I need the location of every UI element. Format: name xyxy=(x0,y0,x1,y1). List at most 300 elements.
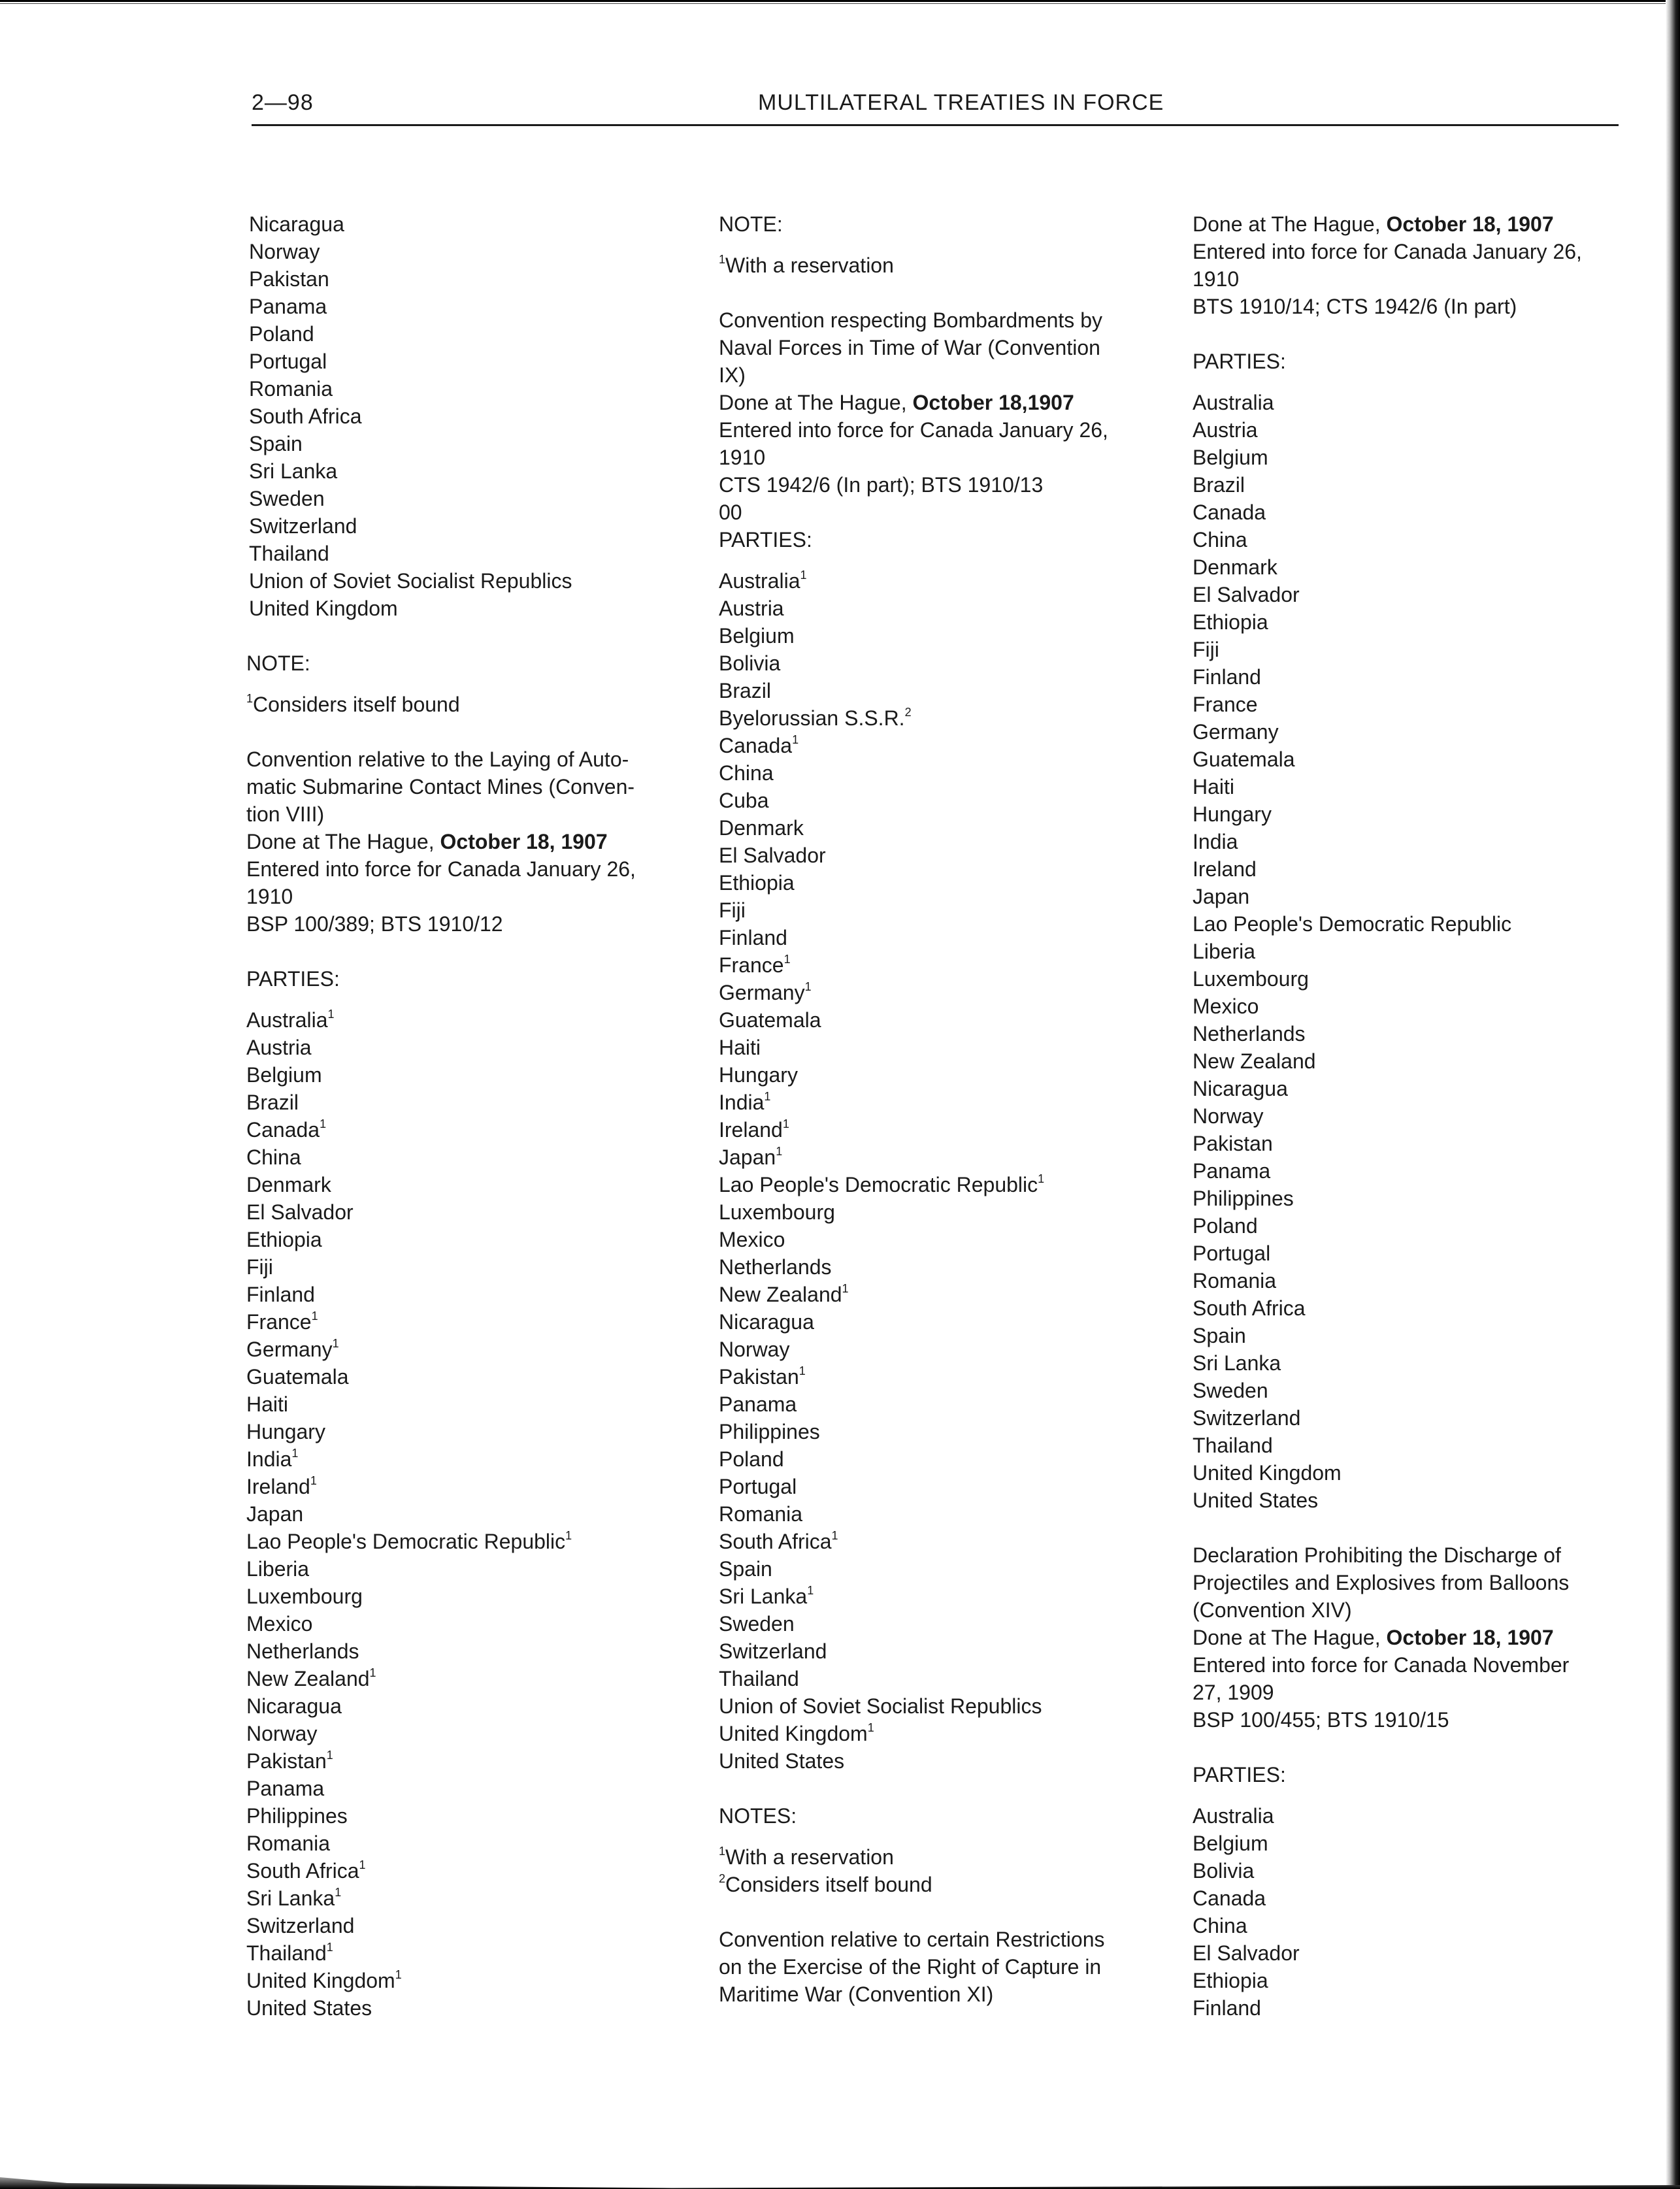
entry-text: Fiji xyxy=(719,898,746,922)
decl-entered-into-force-date: 27, 1909 xyxy=(1193,1681,1274,1704)
parties-heading: PARTIES: xyxy=(246,967,340,991)
treaty-references: CTS 1942/6 (In part); BTS 1910/13 xyxy=(719,473,1044,497)
entry-text: Philippines xyxy=(719,1420,820,1443)
list-item: Norway xyxy=(1193,1104,1264,1128)
list-item: Guatemala xyxy=(1193,748,1295,771)
decl-treaty-references: BSP 100/455; BTS 1910/15 xyxy=(1193,1708,1449,1732)
list-item xyxy=(246,1226,697,1253)
entry-text: Australia xyxy=(719,569,800,593)
list-item: Naval Forces in Time of War (Convention xyxy=(719,336,1100,359)
footnote-mark: 1 xyxy=(799,1364,806,1377)
entry-text: Australia xyxy=(246,1008,328,1032)
list-item: Romania xyxy=(249,377,333,401)
list-item: Finland xyxy=(1193,665,1261,689)
entry-text: Netherlands xyxy=(246,1639,359,1663)
notes-heading: NOTES: xyxy=(719,1804,797,1828)
list-item: Bolivia xyxy=(1193,1859,1255,1883)
entry-text: Sri Lanka xyxy=(719,1585,808,1608)
list-item: Haiti xyxy=(1193,775,1235,798)
list-item: Portugal xyxy=(249,350,327,373)
entered-into-force: Entered into force for Canada January 26, xyxy=(246,857,636,881)
list-item: on the Exercise of the Right of Capture in xyxy=(719,1955,1102,1979)
entry-text: South Africa xyxy=(719,1530,832,1553)
scan-edge-right xyxy=(1666,0,1680,2189)
country-list-top xyxy=(246,210,697,622)
scan-edge-bottom xyxy=(0,2169,1680,2189)
list-item: Nicaragua xyxy=(1193,1077,1288,1100)
list-item xyxy=(246,1006,697,1034)
list-item xyxy=(719,622,1170,650)
footnote-mark: 1 xyxy=(764,1090,771,1103)
notes-list xyxy=(719,1843,1170,1898)
list-item: Maritime War (Convention XI) xyxy=(719,1983,994,2006)
entry-text: India xyxy=(719,1091,765,1114)
list-item xyxy=(719,1583,1170,1610)
list-item xyxy=(719,1610,1170,1638)
convention-title xyxy=(719,306,1170,389)
list-item xyxy=(719,1089,1170,1116)
footnote-mark: 1 xyxy=(395,1968,402,1981)
list-item: New Zealand xyxy=(1193,1049,1316,1073)
entry-text: France xyxy=(246,1310,312,1334)
list-item: Netherlands xyxy=(1193,1022,1306,1045)
list-item xyxy=(719,1198,1170,1226)
entry-text: Luxembourg xyxy=(246,1585,363,1608)
list-item xyxy=(246,1253,697,1281)
footnote-mark: 1 xyxy=(291,1447,299,1460)
footnote-mark: 1 xyxy=(831,1529,838,1542)
entry-text: New Zealand xyxy=(719,1283,842,1306)
list-item: Projectiles and Explosives from Balloons xyxy=(1193,1571,1570,1594)
entry-text: Germany xyxy=(719,981,805,1004)
page-number: 2—98 xyxy=(252,90,314,115)
list-item: (Convention XIV) xyxy=(1193,1598,1352,1622)
list-item xyxy=(246,1720,697,1747)
column-2 xyxy=(719,210,1170,2008)
list-item: matic Submarine Contact Mines (Conven- xyxy=(246,775,635,798)
list-item: United Kingdom xyxy=(1193,1461,1342,1485)
footnote-mark: 1 xyxy=(335,1886,342,1899)
list-item xyxy=(719,787,1170,814)
list-item xyxy=(246,1583,697,1610)
list-item xyxy=(719,704,1170,732)
entry-text: Panama xyxy=(719,1392,797,1416)
parties-list xyxy=(246,1006,697,2022)
list-item: Belgium xyxy=(1193,446,1268,469)
list-item xyxy=(719,1473,1170,1500)
list-item xyxy=(246,1198,697,1226)
parties-list xyxy=(1193,389,1643,1514)
list-item xyxy=(719,1363,1170,1391)
list-item: Switzerland xyxy=(249,514,357,538)
treaty-references-cont: 00 xyxy=(719,501,742,524)
entry-text: United States xyxy=(719,1749,845,1773)
list-item: IX) xyxy=(719,363,746,387)
entry-text: Mexico xyxy=(719,1228,785,1251)
list-item xyxy=(719,1226,1170,1253)
list-item xyxy=(719,1665,1170,1692)
entry-text: United Kingdom xyxy=(719,1722,868,1745)
entry-text: Denmark xyxy=(246,1173,331,1196)
declaration-title xyxy=(1193,1541,1643,1624)
list-item: Luxembourg xyxy=(1193,967,1309,991)
entry-text: Nicaragua xyxy=(246,1694,342,1718)
footnote-mark: 1 xyxy=(311,1309,318,1323)
list-item: Fiji xyxy=(1193,638,1219,661)
entry-text: Luxembourg xyxy=(719,1200,835,1224)
list-item xyxy=(246,1089,697,1116)
list-item: South Africa xyxy=(249,404,362,428)
note: $^1$Considers itself bound xyxy=(246,692,460,716)
entry-text: Mexico xyxy=(246,1612,313,1636)
footnote-mark: 2 xyxy=(719,1872,726,1885)
list-item xyxy=(719,567,1170,595)
list-item: Finland xyxy=(1193,1996,1261,2020)
list-item xyxy=(246,1500,697,1528)
entry-text: Poland xyxy=(719,1447,784,1471)
list-item: Norway xyxy=(249,240,320,263)
list-item: Portugal xyxy=(1193,1242,1271,1265)
list-item xyxy=(246,1336,697,1363)
parties-heading: PARTIES: xyxy=(1193,350,1286,373)
list-item: Declaration Prohibiting the Discharge of xyxy=(1193,1543,1561,1567)
list-item xyxy=(246,1692,697,1720)
footnote-mark: 1 xyxy=(320,1117,327,1130)
entered-into-force: Entered into force for Canada January 26, xyxy=(1193,240,1582,263)
list-item: Pakistan xyxy=(1193,1132,1273,1155)
entered-into-force-year: 1910 xyxy=(1193,267,1240,291)
list-item xyxy=(246,1665,697,1692)
footnote-mark: 1 xyxy=(783,953,791,966)
list-item: Romania xyxy=(1193,1269,1277,1292)
footnote-mark: 1 xyxy=(807,1584,814,1597)
running-title: MULTILATERAL TREATIES IN FORCE xyxy=(758,90,1164,115)
list-item: tion VIII) xyxy=(246,802,325,826)
parties-heading: PARTIES: xyxy=(719,528,812,551)
list-item: Spain xyxy=(249,432,303,455)
entry-text: South Africa xyxy=(246,1859,359,1883)
list-item: China xyxy=(1193,1914,1247,1937)
list-item xyxy=(246,1363,697,1391)
list-item xyxy=(719,842,1170,869)
entry-text: Liberia xyxy=(246,1557,310,1581)
list-item xyxy=(719,951,1170,979)
list-item: Canada xyxy=(1193,501,1266,524)
list-item: Mexico xyxy=(1193,995,1259,1018)
entry-text: Byelorussian S.S.R. xyxy=(719,706,905,730)
list-item: El Salvador xyxy=(1193,583,1300,606)
list-item xyxy=(246,1967,697,1994)
entry-text: Hungary xyxy=(246,1420,325,1443)
entry-text: Guatemala xyxy=(246,1365,349,1389)
list-item xyxy=(246,1308,697,1336)
entry-text: United Kingdom xyxy=(246,1969,395,1992)
list-item: Liberia xyxy=(1193,940,1256,963)
entry-text: Denmark xyxy=(719,816,804,840)
list-item: Convention respecting Bombardments by xyxy=(719,308,1102,332)
list-item: China xyxy=(1193,528,1247,551)
entered-into-force-year: 1910 xyxy=(246,885,293,908)
list-item xyxy=(719,1638,1170,1665)
list-item xyxy=(719,677,1170,704)
list-item xyxy=(719,1747,1170,1775)
list-item: France xyxy=(1193,693,1258,716)
entry-text: Nicaragua xyxy=(719,1310,814,1334)
entry-text: Bolivia xyxy=(719,651,781,675)
entry-text: Ethiopia xyxy=(246,1228,322,1251)
footnote-mark: 1 xyxy=(310,1474,317,1487)
list-item xyxy=(719,1281,1170,1308)
entry-text: Finland xyxy=(719,926,787,949)
list-item xyxy=(719,1843,1170,1871)
list-item xyxy=(246,1610,697,1638)
list-item xyxy=(246,1116,697,1144)
list-item: United States xyxy=(1193,1489,1319,1512)
list-item xyxy=(719,1116,1170,1144)
footnote-mark: 1 xyxy=(867,1721,874,1734)
list-item: Germany xyxy=(1193,720,1279,744)
list-item: Philippines xyxy=(1193,1187,1294,1210)
entry-text: China xyxy=(246,1145,301,1169)
done-at: Done at The Hague, October 18, 1907 xyxy=(1193,212,1554,236)
entry-text: Netherlands xyxy=(719,1255,832,1279)
note-heading: NOTE: xyxy=(246,651,310,675)
entry-text: Switzerland xyxy=(246,1914,355,1937)
list-item xyxy=(246,1857,697,1885)
list-item xyxy=(719,1034,1170,1061)
footnote-mark: 1 xyxy=(326,1749,333,1762)
entry-text: New Zealand xyxy=(246,1667,370,1690)
list-item: Spain xyxy=(1193,1324,1246,1347)
footnote-mark: 2 xyxy=(904,706,912,719)
entry-text: Portugal xyxy=(719,1475,797,1498)
list-item xyxy=(719,1692,1170,1720)
list-item xyxy=(719,1528,1170,1555)
footnote-mark: 1 xyxy=(327,1008,335,1021)
entry-text: Austria xyxy=(719,597,784,620)
entry-text: Norway xyxy=(246,1722,318,1745)
entry-text: Cuba xyxy=(719,789,769,812)
list-item xyxy=(246,1171,697,1198)
list-item: Union of Soviet Socialist Republics xyxy=(249,569,572,593)
footnote-mark: 1 xyxy=(359,1858,366,1871)
entry-text: Considers itself bound xyxy=(725,1873,932,1896)
entry-text: Finland xyxy=(246,1283,315,1306)
list-item: Nicaragua xyxy=(249,212,344,236)
entry-text: El Salvador xyxy=(719,844,826,867)
list-item: Lao People's Democratic Republic xyxy=(1193,912,1512,936)
entry-text: Germany xyxy=(246,1338,333,1361)
entry-text: Union of Soviet Socialist Republics xyxy=(719,1694,1042,1718)
footnote-mark: 1 xyxy=(782,1117,789,1130)
entry-text: Fiji xyxy=(246,1255,273,1279)
list-item xyxy=(719,814,1170,842)
treaty-references: BSP 100/389; BTS 1910/12 xyxy=(246,912,503,936)
entry-text: Belgium xyxy=(719,624,795,648)
entry-text: With a reservation xyxy=(725,1845,894,1869)
list-item xyxy=(246,1528,697,1555)
list-item: Thailand xyxy=(1193,1434,1273,1457)
list-item xyxy=(719,1253,1170,1281)
entry-text: Pakistan xyxy=(246,1749,327,1773)
entry-text: Ireland xyxy=(246,1475,310,1498)
entry-text: Lao People's Democratic Republic xyxy=(246,1530,566,1553)
list-item: Sri Lanka xyxy=(249,459,338,483)
entry-text: Austria xyxy=(246,1036,312,1059)
list-item: Hungary xyxy=(1193,802,1272,826)
list-item xyxy=(719,1445,1170,1473)
list-item: India xyxy=(1193,830,1238,853)
list-item: Ireland xyxy=(1193,857,1257,881)
entry-text: Switzerland xyxy=(719,1639,827,1663)
list-item xyxy=(246,1994,697,2022)
parties-list xyxy=(719,567,1170,1775)
entry-text: United States xyxy=(246,1996,372,2020)
done-at: Done at The Hague, October 18,1907 xyxy=(719,391,1074,414)
done-at: Done at The Hague, October 18, 1907 xyxy=(246,830,608,853)
list-item xyxy=(719,1500,1170,1528)
list-item xyxy=(246,1912,697,1939)
list-item: Canada xyxy=(1193,1886,1266,1910)
list-item xyxy=(246,1747,697,1775)
note-heading: NOTE: xyxy=(719,212,783,236)
footnote-mark: 1 xyxy=(800,568,807,582)
entry-text: Sweden xyxy=(719,1612,795,1636)
entry-text: Belgium xyxy=(246,1063,322,1087)
list-item xyxy=(719,1061,1170,1089)
footnote-mark: 1 xyxy=(804,980,812,993)
list-item: Austria xyxy=(1193,418,1258,442)
list-item xyxy=(719,1871,1170,1898)
footnote-mark: 1 xyxy=(719,1845,726,1858)
list-item: Switzerland xyxy=(1193,1406,1301,1430)
list-item xyxy=(719,1308,1170,1336)
list-item: Thailand xyxy=(249,542,329,565)
list-item xyxy=(719,1720,1170,1747)
list-item xyxy=(246,1638,697,1665)
list-item: South Africa xyxy=(1193,1296,1306,1320)
list-item xyxy=(246,1473,697,1500)
entry-text: Spain xyxy=(719,1557,772,1581)
list-item xyxy=(246,1061,697,1089)
entry-text: Haiti xyxy=(246,1392,289,1416)
list-item: Poland xyxy=(249,322,314,346)
footnote-mark: 1 xyxy=(776,1145,783,1158)
list-item xyxy=(246,1281,697,1308)
entry-text: Romania xyxy=(246,1832,331,1855)
list-item xyxy=(246,1830,697,1857)
list-item: Convention relative to the Laying of Auto- xyxy=(246,748,629,771)
list-item xyxy=(246,1034,697,1061)
list-item: Australia xyxy=(1193,391,1274,414)
entry-text: Brazil xyxy=(719,679,772,702)
list-item xyxy=(246,1144,697,1171)
decl-entered-into-force: Entered into force for Canada November xyxy=(1193,1653,1570,1677)
footnote-mark: 1 xyxy=(326,1941,333,1954)
entered-into-force: Entered into force for Canada January 26, xyxy=(719,418,1108,442)
entry-text: Sri Lanka xyxy=(246,1886,335,1910)
footnote-mark: 1 xyxy=(369,1666,376,1679)
entry-text: Canada xyxy=(246,1118,320,1142)
entry-text: Haiti xyxy=(719,1036,761,1059)
list-item xyxy=(719,1336,1170,1363)
entry-text: Canada xyxy=(719,734,793,757)
list-item: Australia xyxy=(1193,1804,1274,1828)
entry-text: Japan xyxy=(246,1502,304,1526)
list-item xyxy=(719,732,1170,759)
entry-text: India xyxy=(246,1447,292,1471)
list-item: Brazil xyxy=(1193,473,1245,497)
list-item xyxy=(246,1391,697,1418)
decl-parties-list xyxy=(1193,1802,1643,2022)
entry-text: Romania xyxy=(719,1502,803,1526)
entry-text: Norway xyxy=(719,1338,790,1361)
entry-text: Lao People's Democratic Republic xyxy=(719,1173,1038,1196)
list-item: Denmark xyxy=(1193,555,1277,579)
list-item: El Salvador xyxy=(1193,1941,1300,1965)
list-item xyxy=(719,650,1170,677)
scan-edge-top xyxy=(0,0,1680,5)
list-item: Pakistan xyxy=(249,267,329,291)
list-item xyxy=(246,1885,697,1912)
list-item: Sweden xyxy=(249,487,325,510)
footnote-mark: 1 xyxy=(842,1282,849,1295)
entry-text: Japan xyxy=(719,1145,776,1169)
entry-text: Ireland xyxy=(719,1118,783,1142)
entered-into-force-year: 1910 xyxy=(719,446,766,469)
list-item xyxy=(719,1144,1170,1171)
list-item: Ethiopia xyxy=(1193,1969,1268,1992)
list-item: Convention relative to certain Restrictions xyxy=(719,1928,1105,1951)
list-item xyxy=(246,1802,697,1830)
list-item xyxy=(719,979,1170,1006)
footnote-mark: 1 xyxy=(792,733,799,746)
list-item xyxy=(719,759,1170,787)
list-item: Panama xyxy=(1193,1159,1271,1183)
entry-text: Hungary xyxy=(719,1063,798,1087)
list-item xyxy=(246,1939,697,1967)
entry-text: France xyxy=(719,953,784,977)
entry-text: Ethiopia xyxy=(719,871,795,895)
footnote-mark: 1 xyxy=(565,1529,572,1542)
list-item: Belgium xyxy=(1193,1832,1268,1855)
list-item xyxy=(719,1391,1170,1418)
entry-text: Thailand xyxy=(246,1941,327,1965)
list-item: Sri Lanka xyxy=(1193,1351,1281,1375)
column-1 xyxy=(246,210,697,2022)
list-item xyxy=(246,1445,697,1473)
treaty-references: BTS 1910/14; CTS 1942/6 (In part) xyxy=(1193,295,1517,318)
page-header xyxy=(252,90,1619,126)
list-item: Panama xyxy=(249,295,327,318)
entry-text: Brazil xyxy=(246,1091,299,1114)
entry-text: China xyxy=(719,761,774,785)
list-item xyxy=(719,869,1170,897)
list-item: Ethiopia xyxy=(1193,610,1268,634)
entry-text: Thailand xyxy=(719,1667,799,1690)
column-3 xyxy=(1193,210,1643,2022)
decl-parties-heading: PARTIES: xyxy=(1193,1763,1286,1786)
list-item xyxy=(246,1555,697,1583)
entry-text: Guatemala xyxy=(719,1008,821,1032)
list-item xyxy=(719,1171,1170,1198)
entry-text: Pakistan xyxy=(719,1365,799,1389)
list-item xyxy=(719,1418,1170,1445)
list-item: United Kingdom xyxy=(249,597,398,620)
list-item xyxy=(246,1775,697,1802)
list-item xyxy=(719,1555,1170,1583)
list-item xyxy=(719,595,1170,622)
